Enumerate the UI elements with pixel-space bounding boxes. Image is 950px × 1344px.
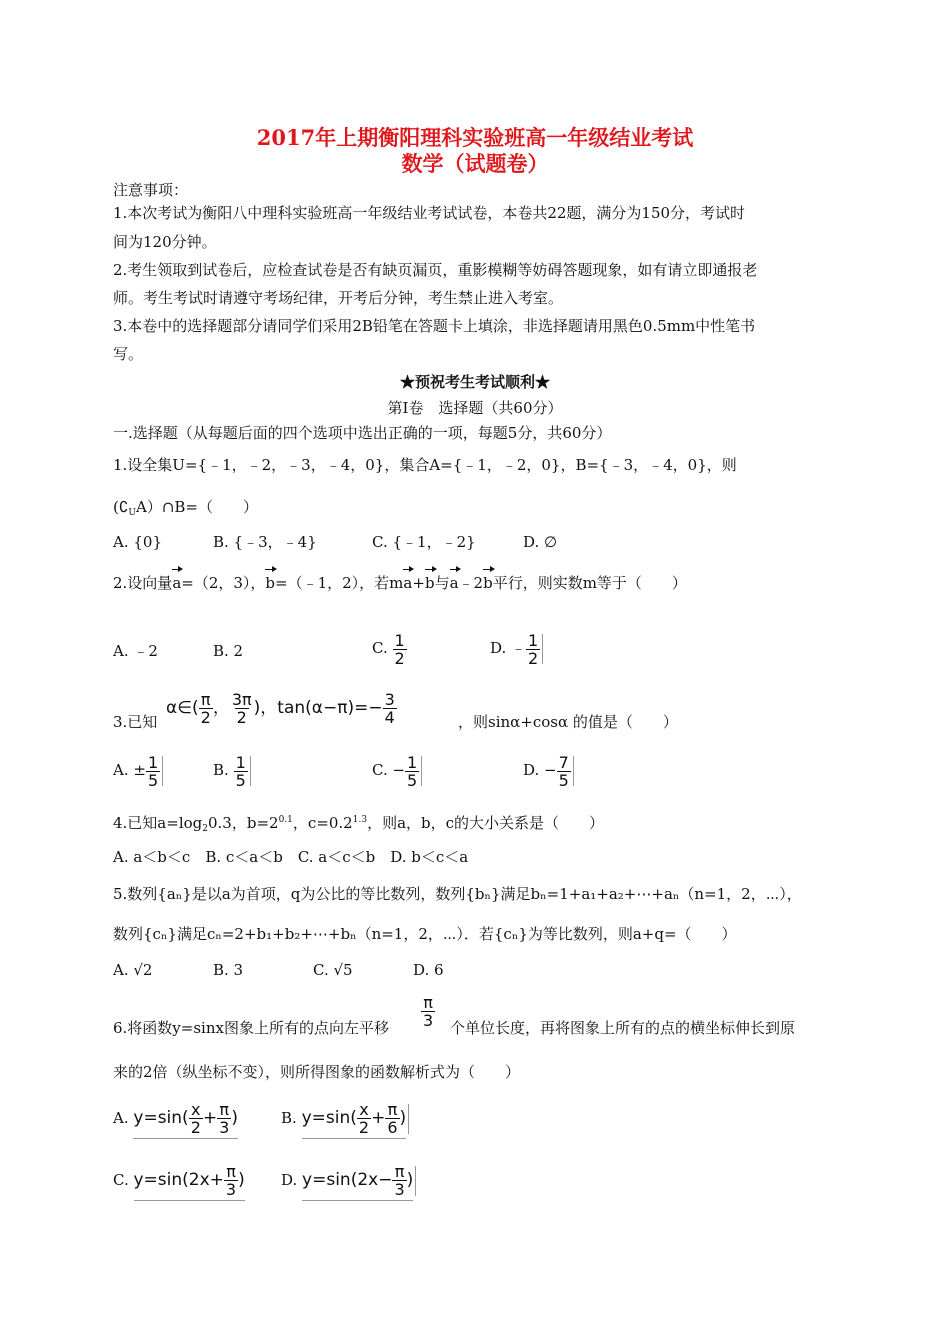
q2-option-c-fraction — [393, 632, 407, 667]
q5-option-a: A. √2 — [113, 961, 153, 979]
q2-text-5: 与 — [434, 574, 450, 592]
q6-option-c-label: C. — [113, 1171, 129, 1189]
question-1-stem: 1.设全集U={﹣1，﹣2，﹣3，﹣4，0}，集合A={﹣1，﹣2，0}，B={﹣3，﹣4，0}，则 — [113, 456, 737, 474]
q6-option-c — [113, 1160, 245, 1201]
fraction-numerator: x — [359, 1099, 369, 1119]
q4-text-2: 0.3，b=2 — [208, 814, 279, 832]
formula-prefix: y=sin( — [301, 1108, 357, 1128]
fraction-numerator: x — [191, 1099, 201, 1119]
fraction-denominator: 3 — [423, 1010, 434, 1030]
section-1-heading: 一.选择题（从每题后面的四个选项中选出正确的一项，每题5分，共60分） — [113, 424, 612, 442]
formula-fraction-1 — [189, 1101, 203, 1136]
question-5-line-2: 数列{cₙ}满足cₙ=2+b₁+b₂+⋯+bₙ（n=1，2，⋯）．若{cₙ}为等比数列，则a+q=（ ） — [113, 925, 737, 943]
q3-option-c — [372, 750, 422, 790]
vector-b-2: b — [424, 574, 435, 592]
fraction-numerator: 1 — [528, 630, 539, 650]
vector-b: b — [265, 574, 276, 592]
q3-option-b-fraction — [234, 754, 248, 789]
q1-option-c: C. {﹣1，﹣2} — [372, 533, 476, 551]
q3-fraction-3-4 — [383, 691, 397, 726]
q6-option-a — [113, 1098, 238, 1139]
q2-option-d — [490, 628, 543, 668]
fraction-numerator: 3π — [231, 689, 252, 709]
formula-prefix: y=sin( — [133, 1108, 189, 1128]
q2-text-1: 2.设向量 — [113, 574, 173, 592]
q4-text-4: ，则a，b，c的大小关系是（ ） — [367, 814, 605, 832]
q6-option-a-label: A. — [113, 1109, 129, 1127]
note-1-line-2: 间为120分钟。 — [113, 233, 217, 251]
q6-option-b-formula — [302, 1098, 407, 1139]
exam-title: 2017年上期衡阳理科实验班高一年级结业考试 — [256, 125, 694, 150]
fraction-denominator: 2 — [190, 1117, 201, 1137]
fraction-denominator: 5 — [407, 770, 418, 790]
fraction-numerator: π — [200, 689, 211, 709]
formula-operator: + — [202, 1108, 218, 1128]
formula-fraction — [224, 1163, 238, 1198]
fraction-denominator: 6 — [387, 1117, 398, 1137]
q6-option-d-formula — [302, 1160, 413, 1201]
question-3-formula — [166, 688, 397, 728]
q6-option-b-label: B. — [281, 1109, 297, 1127]
fraction-numerator: 7 — [558, 752, 569, 772]
q2-option-c — [372, 628, 407, 668]
q3-comma: ， — [212, 698, 230, 718]
fraction-numerator: π — [219, 1099, 230, 1119]
note-2-line-1: 2.考生领取到试卷后，应检查试卷是否有缺页漏页，重影模糊等妨碍答题现象，如有请立即通报老 — [113, 261, 758, 279]
formula-operator: + — [371, 1108, 386, 1128]
formula-fraction-1 — [357, 1101, 371, 1136]
fraction-denominator: 2 — [236, 707, 247, 727]
formula-prefix: y=sin(2x+ — [133, 1170, 224, 1190]
q2-option-b: B. 2 — [213, 642, 244, 660]
q6-option-d — [281, 1160, 416, 1201]
question-6-line-1-b: 个单位长度，再将图象上所有的点的横坐标伸长到原 — [450, 1019, 796, 1037]
q3-option-b — [213, 750, 251, 790]
formula-prefix: y=sin(2x− — [302, 1170, 393, 1190]
fraction-numerator: π — [226, 1161, 236, 1181]
formula-frame-edge — [250, 756, 251, 786]
formula-frame-edge — [421, 756, 422, 786]
q2-text-6: ﹣2 — [458, 574, 484, 592]
complement-symbol: (∁ — [113, 498, 129, 516]
formula-frame-edge — [162, 756, 163, 786]
q4-text-1: 4.已知a=log — [113, 814, 203, 832]
notes-heading: 注意事项： — [113, 181, 189, 199]
fraction-denominator: 2 — [394, 648, 405, 668]
fraction-numerator: 1 — [235, 752, 246, 772]
fraction-numerator: 1 — [394, 630, 405, 650]
question-6-line-1-a: 6.将函数y=sinx图象上所有的点向左平移 — [113, 1019, 389, 1037]
question-5-line-1: 5.数列{aₙ}是以a为首项，q为公比的等比数列，数列{bₙ}满足bₙ=1+a₁+a₂+⋯+aₙ（n=1，2，⋯）， — [113, 885, 802, 903]
vector-a-3: a — [449, 574, 459, 592]
formula-frame-edge — [408, 1104, 409, 1134]
q3-tan-expression: )，tan(α−π)=− — [253, 698, 383, 718]
formula-suffix: ) — [231, 1108, 238, 1128]
fraction-numerator: 3 — [384, 689, 395, 709]
question-1-stem-rest: A）∩B=（ ） — [136, 498, 258, 516]
formula-suffix: ) — [399, 1108, 407, 1128]
q5-option-b: B. 3 — [213, 961, 244, 979]
q4-text-3: ，c=0.2 — [292, 814, 353, 832]
q6-option-c-formula — [134, 1160, 245, 1201]
question-2-stem — [113, 573, 687, 593]
formula-suffix: ) — [238, 1170, 245, 1190]
q3-fraction-pi-2 — [199, 691, 213, 726]
q5-option-d: D. 6 — [413, 961, 444, 979]
fraction-denominator: 2 — [528, 648, 539, 668]
q1-option-a: A. {0} — [113, 533, 162, 551]
formula-fraction — [392, 1163, 406, 1198]
q1-option-d: D. ∅ — [523, 533, 558, 551]
exam-subtitle: 数学（试题卷） — [401, 151, 549, 176]
vector-a-2: a — [403, 574, 413, 592]
fraction-numerator: 1 — [147, 752, 159, 772]
question-3-rest: ，则sinα+cosα 的值是（ ） — [458, 713, 678, 731]
q6-shift-fraction-wrap — [421, 990, 435, 1030]
fraction-numerator: 1 — [407, 752, 418, 772]
fraction-numerator: π — [394, 1161, 405, 1181]
q2-text-2: =（2，3）， — [181, 574, 266, 592]
note-1-line-1: 1.本次考试为衡阳八中理科实验班高一年级结业考试试卷，本卷共22题，满分为150分，考试时 — [113, 204, 746, 222]
good-luck-banner: ★预祝考生考试顺利★ — [399, 373, 550, 391]
question-3-label: 3.已知 — [113, 713, 158, 731]
q6-option-d-label: D. — [281, 1171, 298, 1189]
q6-option-b — [281, 1098, 409, 1139]
formula-frame-edge — [415, 1166, 416, 1196]
q3-option-d-fraction — [557, 754, 571, 789]
q6-option-a-formula — [133, 1098, 238, 1139]
q4-exponent-c: 1.3 — [352, 815, 368, 825]
fraction-numerator: π — [423, 992, 433, 1012]
note-3-line-1: 3.本卷中的选择题部分请同学们采用2B铅笔在答题卡上填涂，非选择题请用黑色0.5mm中性笔书 — [113, 317, 756, 335]
vector-a: a — [172, 574, 182, 592]
fraction-denominator: 3 — [225, 1179, 237, 1199]
part-1-title: 第Ⅰ卷 选择题（共60分） — [387, 399, 563, 417]
q2-option-c-label: C. — [372, 639, 388, 657]
fraction-denominator: 5 — [235, 770, 246, 790]
formula-frame-edge — [542, 634, 543, 664]
q4-exponent-b: 0.1 — [278, 815, 293, 825]
fraction-denominator: 2 — [200, 707, 211, 727]
q3-option-d-label: D. − — [523, 761, 557, 779]
vector-b-3: b — [483, 574, 493, 592]
note-2-line-2: 师。考生考试时请遵守考场纪律，开考后分钟，考生禁止进入考室。 — [113, 289, 564, 307]
formula-suffix: ) — [406, 1170, 414, 1190]
question-6-line-2: 来的2倍（纵坐标不变），则所得图象的函数解析式为（ ） — [113, 1063, 521, 1081]
fraction-denominator: 5 — [147, 770, 159, 790]
q2-option-a: A. ﹣2 — [113, 642, 158, 660]
q3-fraction-3pi-2 — [230, 691, 254, 726]
q4-log-base: 2 — [202, 824, 208, 834]
q3-option-a-fraction — [146, 754, 160, 789]
q2-text-4: + — [412, 574, 425, 592]
fraction-numerator: π — [387, 1099, 398, 1119]
q3-option-d — [523, 750, 574, 790]
q4-options: A. a＜b＜c B. c＜a＜b C. a＜c＜b D. b＜c＜a — [113, 848, 469, 866]
q3-option-a-label: A. ± — [113, 761, 146, 779]
fraction-denominator: 5 — [558, 770, 569, 790]
q3-option-c-label: C. − — [372, 761, 406, 779]
q3-option-a — [113, 750, 163, 790]
question-4-stem — [113, 810, 604, 839]
universal-subscript: U — [128, 508, 136, 518]
q3-option-c-fraction — [405, 754, 419, 789]
q3-alpha-in: α∈( — [166, 698, 199, 718]
q3-option-b-label: B. — [213, 761, 229, 779]
fraction-denominator: 4 — [384, 707, 395, 727]
formula-frame-edge — [573, 756, 574, 786]
q2-option-d-fraction — [526, 632, 540, 667]
formula-fraction-2 — [217, 1101, 231, 1136]
fraction-denominator: 3 — [219, 1117, 230, 1137]
q2-text-7: 平行，则实数m等于（ ） — [492, 574, 687, 592]
q5-option-c: C. √5 — [313, 961, 353, 979]
note-3-line-2: 写。 — [113, 345, 144, 363]
q2-option-d-label: D. ﹣ — [490, 639, 527, 657]
formula-fraction-2 — [385, 1101, 399, 1136]
fraction-denominator: 3 — [394, 1179, 405, 1199]
q2-text-3: =（﹣1，2），若m — [275, 574, 404, 592]
q1-option-b: B. {﹣3，﹣4} — [213, 533, 317, 551]
q6-shift-fraction — [421, 994, 435, 1029]
question-1-stem-line-2 — [113, 497, 258, 523]
fraction-denominator: 2 — [358, 1117, 370, 1137]
